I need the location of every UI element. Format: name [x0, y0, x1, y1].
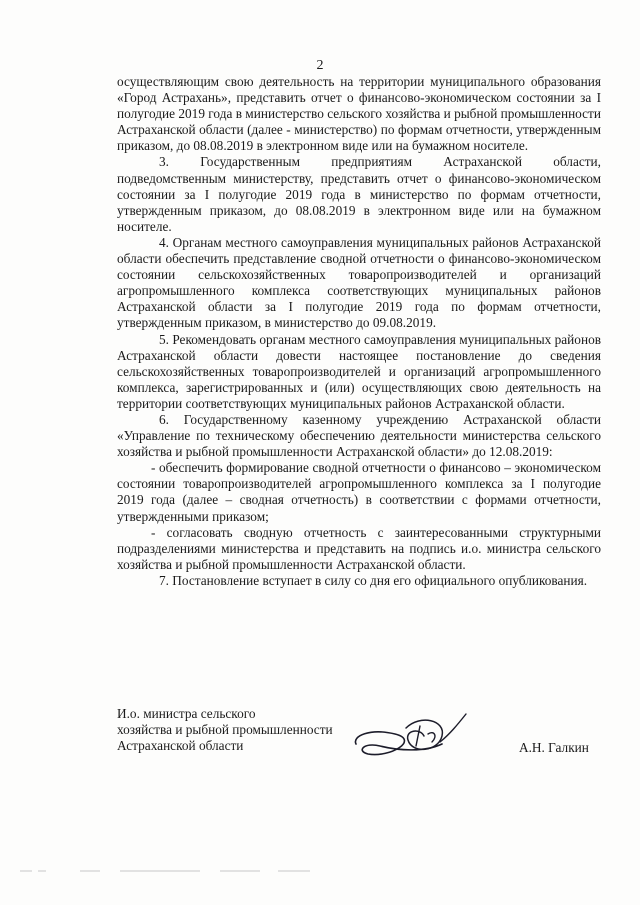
signatory-title [117, 706, 333, 755]
signatory-title-line-3: Астраханской области [117, 738, 244, 754]
signatory-title-line-1: И.о. министра сельского [117, 706, 256, 721]
page-number: 2 [316, 58, 324, 73]
signer-name: А.Н. Галкин [519, 740, 589, 755]
paragraph-item-6-bullet-2: - согласовать сводную отчетность с заинтересованными структурными подразделениями министерства и представить на подпись и.о. министра сельского хозяйства и рыбной промышленности Астраханской области. [117, 524, 601, 572]
footer-scan-marks [20, 868, 340, 874]
paragraph-item-6-bullet-1: - обеспечить формирование сводной отчетности о финансово – экономическом состоянии товаропроизводителей агропромышленного комплекса за I полугодие 2019 года (далее – сводная отчетность) в соответствии с формами отчетности, утвержденными приказом; [117, 460, 601, 524]
paragraph-item-4: 4. Органам местного самоуправления муниципальных районов Астраханской области обеспечить представление сводной отчетности о финансово-экономическом состоянии сельскохозяйственных товаропроизводителей и организаций агропромышленного комплекса соответствующих муниципальных районов Астраханской области за I полугодие 2019 года по формам отчетности, утвержденным приказом, в министерство до 09.08.2019. [117, 234, 601, 331]
paragraph-item-6: 6. Государственному казенному учреждению Астраханской области «Управление по техническому обеспечению деятельности министерства сельского хозяйства и рыбной промышленности Астраханской области» до 12.08.2019: [117, 411, 601, 460]
handwritten-signature [350, 706, 470, 766]
paragraph-continuation: осуществляющим свою деятельность на территории муниципального образования «Город Астрахань», представить отчет о финансово-экономическом состоянии за I полугодие 2019 года в министерство сельского хозяйства и рыбной промышленности Астраханской области (далее - министерство) по формам отчетности, утвержденным приказом, до 08.08.2019 в электронном виде или на бумажном носителе. [117, 74, 601, 154]
paragraph-item-3: 3. Государственным предприятиям Астраханской области, подведомственным министерству, представить отчет о финансово-экономическом состоянии за I полугодие 2019 года в министерство по формам отчетности, утвержденным приказом, до 08.08.2019 в электронном виде или на бумажном носителе. [117, 154, 601, 234]
paragraph-item-5: 5. Рекомендовать органам местного самоуправления муниципальных районов Астраханской области довести настоящее постановление до сведения сельскохозяйственных товаропроизводителей и организаций агропромышленного комплекса, зарегистрированных и (или) осуществляющих свою деятельность на территории соответствующих муниципальных районов Астраханской области. [117, 331, 601, 411]
signatory-title-line-2: хозяйства и рыбной промышленности [117, 722, 333, 738]
document-body [117, 74, 601, 589]
paragraph-item-7: 7. Постановление вступает в силу со дня его официального опубликования. [159, 572, 588, 588]
